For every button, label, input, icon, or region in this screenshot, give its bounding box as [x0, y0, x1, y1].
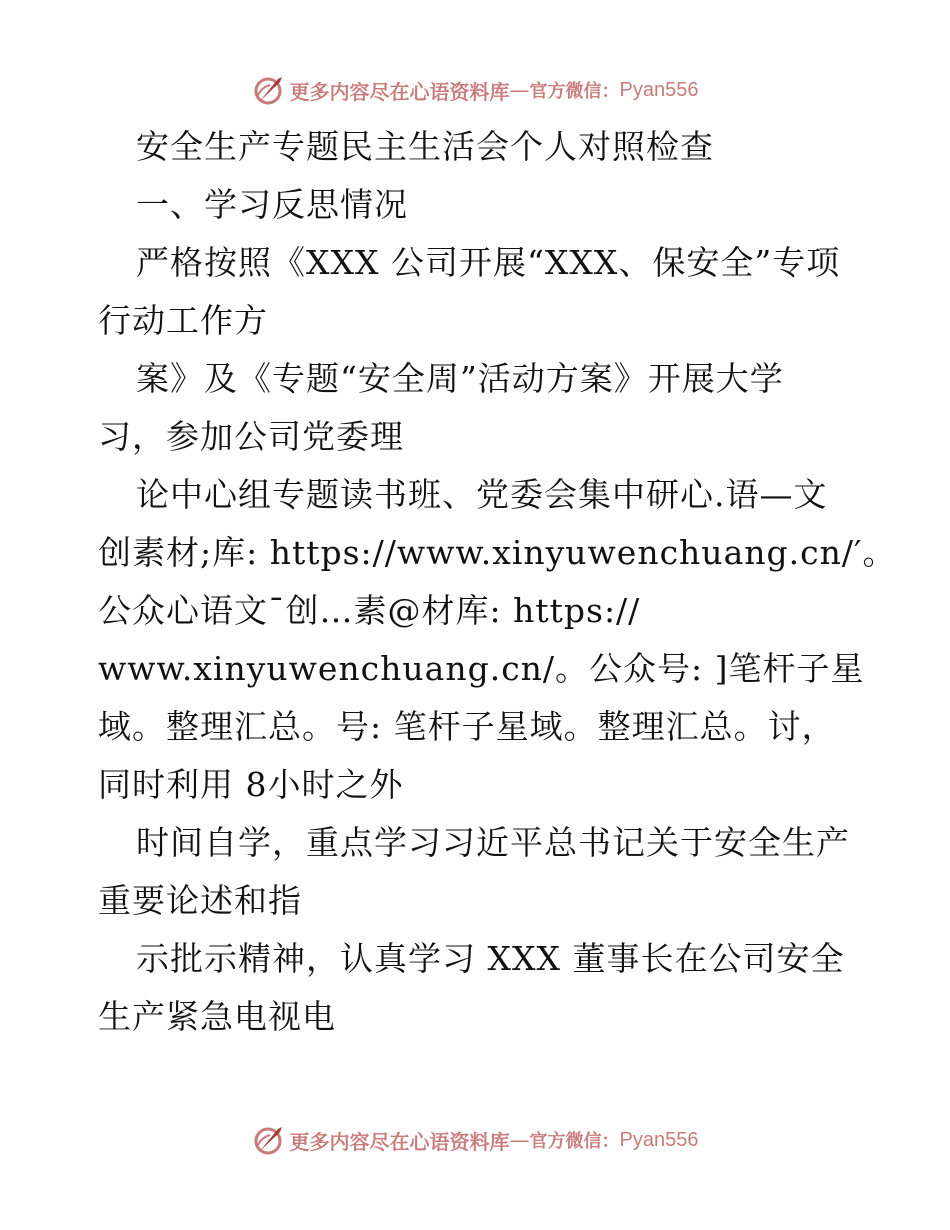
document-body	[98, 118, 897, 1046]
watermark-label: 官方微信：	[529, 81, 620, 102]
watermark-banner-text: 更多内容尽在心语资料库	[289, 79, 510, 104]
paragraph-line: 同时利用 8小时之外	[98, 765, 404, 804]
paragraph-line: 案》及《专题“安全周”活动方案》开展大学	[136, 359, 784, 398]
section-heading: 一、学习反思情况	[136, 185, 408, 224]
watermark-label: 官方微信：	[529, 1131, 620, 1152]
paragraph-line: 生产紧急电视电	[98, 997, 336, 1036]
paragraph-line: 创素材;库: https://www.xinyuwenchuang.cn/′。	[98, 533, 897, 572]
paragraph-line: 时间自学，重点学习习近平总书记关于安全生产	[136, 823, 850, 862]
quill-logo-icon	[252, 1123, 286, 1157]
watermark-id: Pyan556	[619, 1128, 699, 1151]
paragraph-line: www.xinyuwenchuang.cn/。公众号: ]笔杆子星	[98, 649, 865, 688]
paragraph-line: 域。整理汇总。号: 笔杆子星域。整理汇总。讨，	[98, 707, 836, 746]
watermark-id: Pyan556	[619, 78, 699, 101]
quill-logo-icon	[252, 73, 286, 107]
paragraph-line: 习，参加公司党委理	[98, 417, 404, 456]
paragraph-line: 重要论述和指	[98, 881, 302, 920]
watermark-separator: —	[509, 1128, 530, 1152]
paragraph-line: 公众心语文¯创…素@材库: https://	[98, 591, 641, 630]
paragraph-line: 论中心组专题读书班、党委会集中研心.语—文	[136, 475, 828, 514]
paragraph-line: 严格按照《XXX 公司开展“XXX、保安全”专项	[136, 243, 841, 282]
watermark-banner-text: 更多内容尽在心语资料库	[289, 1129, 510, 1154]
document-title: 安全生产专题民主生活会个人对照检查	[136, 127, 714, 166]
paragraph-line: 示批示精神，认真学习 XXX 董事长在公司安全	[136, 939, 845, 978]
watermark-separator: —	[509, 78, 530, 102]
footer-watermark	[0, 1120, 950, 1160]
header-watermark	[0, 70, 950, 110]
paragraph-line: 行动工作方	[98, 301, 268, 340]
